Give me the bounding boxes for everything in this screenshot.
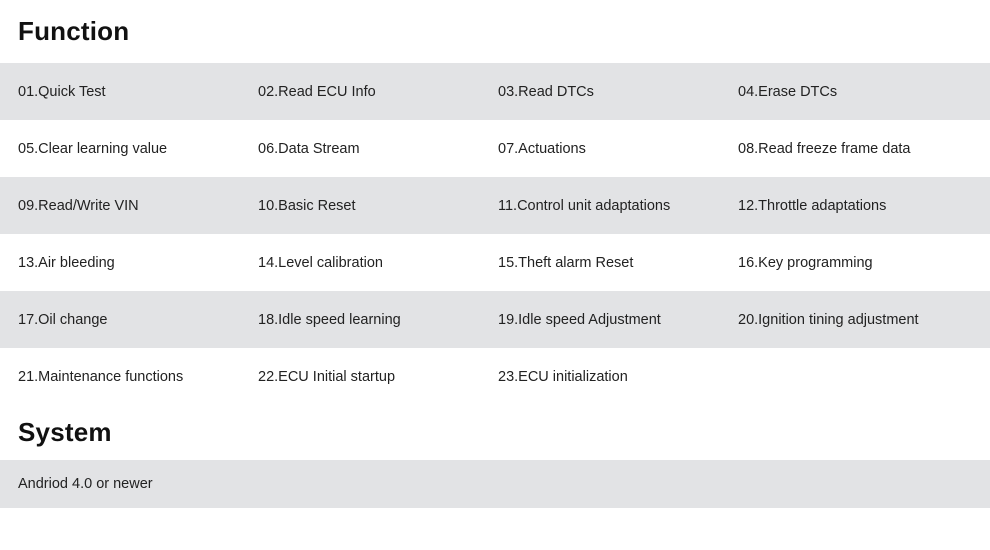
table-row — [0, 348, 990, 405]
function-item: 02.Read ECU Info — [258, 83, 376, 100]
table-row — [0, 291, 990, 348]
function-item: 06.Data Stream — [258, 140, 360, 157]
function-item: 14.Level calibration — [258, 254, 383, 271]
system-title: System — [18, 417, 112, 447]
function-item: 07.Actuations — [498, 140, 586, 157]
function-item: 19.Idle speed Adjustment — [498, 311, 661, 328]
system-requirement: Andriod 4.0 or newer — [18, 476, 153, 492]
function-item: 20.Ignition tining adjustment — [738, 311, 919, 328]
table-row — [0, 120, 990, 177]
function-item: 01.Quick Test — [18, 83, 106, 100]
function-item: 18.Idle speed learning — [258, 311, 401, 328]
function-item: 23.ECU initialization — [498, 368, 628, 385]
function-item: 09.Read/Write VIN — [18, 197, 139, 214]
function-item: 13.Air bleeding — [18, 254, 115, 271]
system-row — [0, 460, 990, 508]
function-item: 12.Throttle adaptations — [738, 197, 887, 214]
page-title: Function — [18, 16, 130, 46]
function-table — [0, 63, 990, 405]
function-item: 05.Clear learning value — [18, 140, 168, 157]
table-row — [0, 63, 990, 120]
table-row — [0, 177, 990, 234]
function-item: 16.Key programming — [738, 254, 873, 271]
function-item: 15.Theft alarm Reset — [498, 254, 634, 271]
function-item: 08.Read freeze frame data — [738, 140, 911, 157]
function-item: 17.Oil change — [18, 311, 108, 328]
function-item: 03.Read DTCs — [498, 83, 594, 100]
function-item: 21.Maintenance functions — [18, 368, 184, 385]
function-item: 11.Control unit adaptations — [498, 197, 671, 214]
function-item: 22.ECU Initial startup — [258, 368, 396, 385]
function-item: 10.Basic Reset — [258, 197, 356, 214]
function-item: 04.Erase DTCs — [738, 83, 838, 100]
table-row — [0, 234, 990, 291]
